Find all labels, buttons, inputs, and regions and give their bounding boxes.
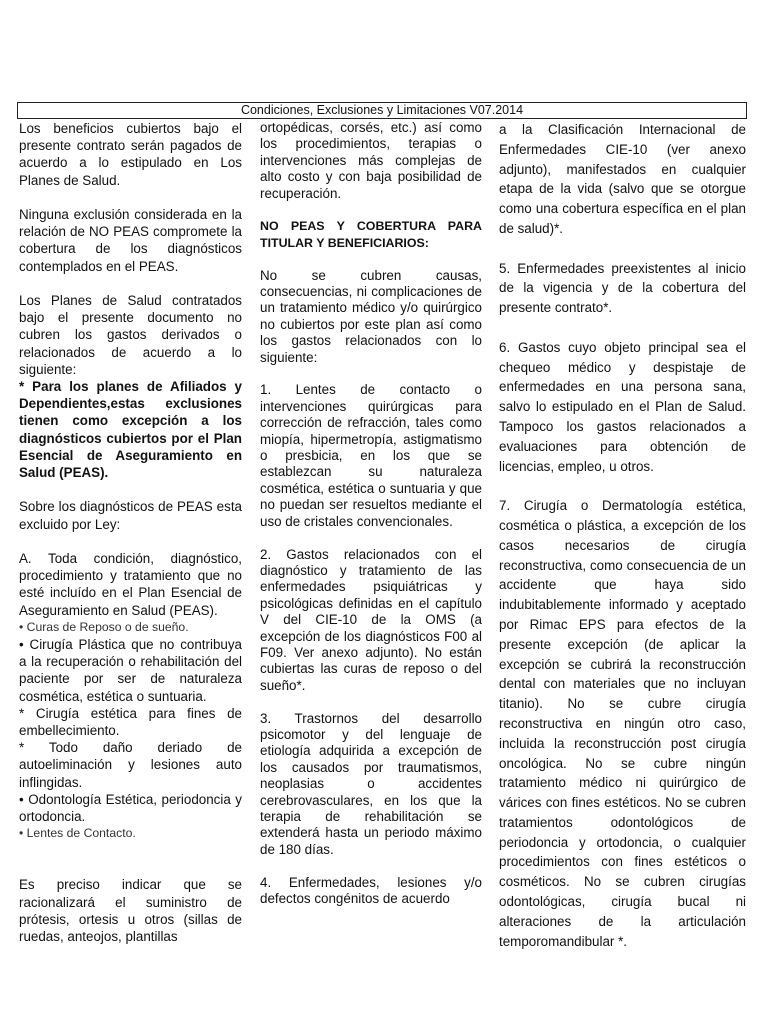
- paragraph-item-a: A. Toda condición, diagnóstico, procedimiento y tratamiento que no esté incluído en el Plan Esencial de Aseguramiento en Salud (PEAS).: [19, 551, 242, 618]
- bullet-aesthetic-surgery: * Cirugía estética para fines de embellecimiento.: [19, 705, 242, 739]
- document-header: [17, 102, 747, 119]
- section-heading-no-peas: NO PEAS Y COBERTURA PARA TITULAR Y BENEFICIARIOS:: [260, 219, 482, 250]
- item-4-congenital: 4. Enfermedades, lesiones y/o defectos congénitos de acuerdo: [260, 874, 482, 906]
- bullet-dentistry: • Odontología Estética, periodoncia y ortodoncia.: [19, 791, 242, 825]
- item-7-aesthetic: 7. Cirugía o Dermatología estética, cosmética o plástica, a excepción de los casos necesarios de cirugía reconstructiva, como consecuencia de un accidente que haya sido indubitablemente informado y aceptado por Rimac EPS para efectos de la presente excepción (de aplicar la excepción se cubrirá la reconstrucción dental con materiales que no incluyan titanio). No se cubre cirugía reconstructiva en ningún otro caso, incluida la reconstrucción post cirugía oncológica. No se cubre ningún tratamiento médico ni quirúrgico de várices con fines estéticos. No se cubren tratamientos odontológicos de periodoncia y ortodoncia, o cualquier procedimientos con fines estéticos o cosméticos. No se cubren cirugías odontológicas, cirugía bucal ni alteraciones de la articulación temporomandibular *.: [499, 498, 746, 949]
- item-5-preexisting: 5. Enfermedades preexistentes al inicio de la vigencia y de la cobertura del presente contrato*.: [499, 260, 746, 316]
- column-1: [19, 120, 242, 945]
- paragraph-cie10: a la Clasificación Internacional de Enfermedades CIE-10 (ver anexo adjunto), manifestados en cualquier etapa de la vida (salvo que se otorgue como una cobertura específica en el plan de salud)*.: [499, 122, 746, 236]
- bullet-rest-cures: • Curas de Reposo o de sueño.: [19, 619, 189, 634]
- paragraph-prosthesis: Es preciso indicar que se racionalizará el suministro de prótesis, ortesis u otros (sillas de ruedas, anteojos, plantillas: [19, 877, 242, 945]
- paragraph-orthopedic: ortopédicas, corsés, etc.) así como los procedimientos, terapias o intervenciones más complejas de alto costo y con baja posibilidad de recuperación.: [260, 120, 482, 201]
- paragraph-plans-not-cover: Los Planes de Salud contratados bajo el presente documento no cubren los gastos derivados o relacionados de acuerdo a lo siguiente:: [19, 293, 242, 377]
- item-2-psychiatric: 2. Gastos relacionados con el diagnóstico y tratamiento de las enfermedades psiquiátricas y psicológicas definidas en el capítulo V del CIE-10 de la OMS (a excepción de los diagnósticos F00 al F09. Ver anexo adjunto). No están cubiertas las curas de reposo o del sueño*.: [260, 546, 482, 693]
- paragraph-benefits: Los beneficios cubiertos bajo el presente contrato serán pagados de acuerdo a lo estipulado en Los Planes de Salud.: [19, 121, 242, 188]
- item-3-psychomotor: 3. Trastornos del desarrollo psicomotor y del lenguaje de etiología adquirida a excepción de los causados por traumatismos, neoplasias o accidentes cerebrovasculares, en los que la terapia de rehabilitación se extenderá hasta un periodo máximo de 180 días.: [260, 710, 482, 857]
- paragraph-peas-law: Sobre los diagnósticos de PEAS esta excluido por Ley:: [19, 499, 242, 532]
- bullet-self-harm: * Todo daño deriado de autoeliminación y lesiones auto inflingidas.: [19, 740, 242, 790]
- bullet-contact-lenses: • Lentes de Contacto.: [19, 826, 136, 841]
- column-3: [499, 120, 746, 951]
- item-6-checkup: 6. Gastos cuyo objeto principal sea el chequeo médico y despistaje de enfermedades en una persona sana, salvo lo estipulado en el Plan de Salud. Tampoco los gastos relacionados a evaluaciones para obtención de licencias, empleo, u otros.: [499, 339, 746, 474]
- paragraph-affiliates-exception: * Para los planes de Afiliados y Dependientes,estas exclusiones tienen como excepción a los diagnósticos cubiertos por el Plan Esencial de Aseguramiento en Salud (PEAS).: [19, 379, 242, 481]
- paragraph-no-peas-exclusion: Ninguna exclusión considerada en la relación de NO PEAS compromete la cobertura de los diagnósticos contemplados en el PEAS.: [19, 207, 242, 274]
- bullet-plastic-surgery: • Cirugía Plástica que no contribuya a la recuperación o rehabilitación del paciente por ser de naturaleza cosmética, estética o suntuaria.: [19, 637, 242, 704]
- column-2: [260, 120, 482, 907]
- item-1-contact-lenses: 1. Lentes de contacto o intervenciones quirúrgicas para corrección de refracción, tales como miopía, hipermetropía, astigmatismo o presbicia, en los que se establezcan su naturaleza cosmética, estética o suntuaria y que no puedan ser resueltos mediante el uso de cristales convencionales.: [260, 382, 482, 529]
- paragraph-not-covered: No se cubren causas, consecuencias, ni complicaciones de un tratamiento médico y/o quirúrgico no cubiertos por este plan así como los gastos relacionados con lo siguiente:: [260, 267, 482, 365]
- header-title: Condiciones, Exclusiones y Limitaciones V07.2014: [240, 103, 524, 117]
